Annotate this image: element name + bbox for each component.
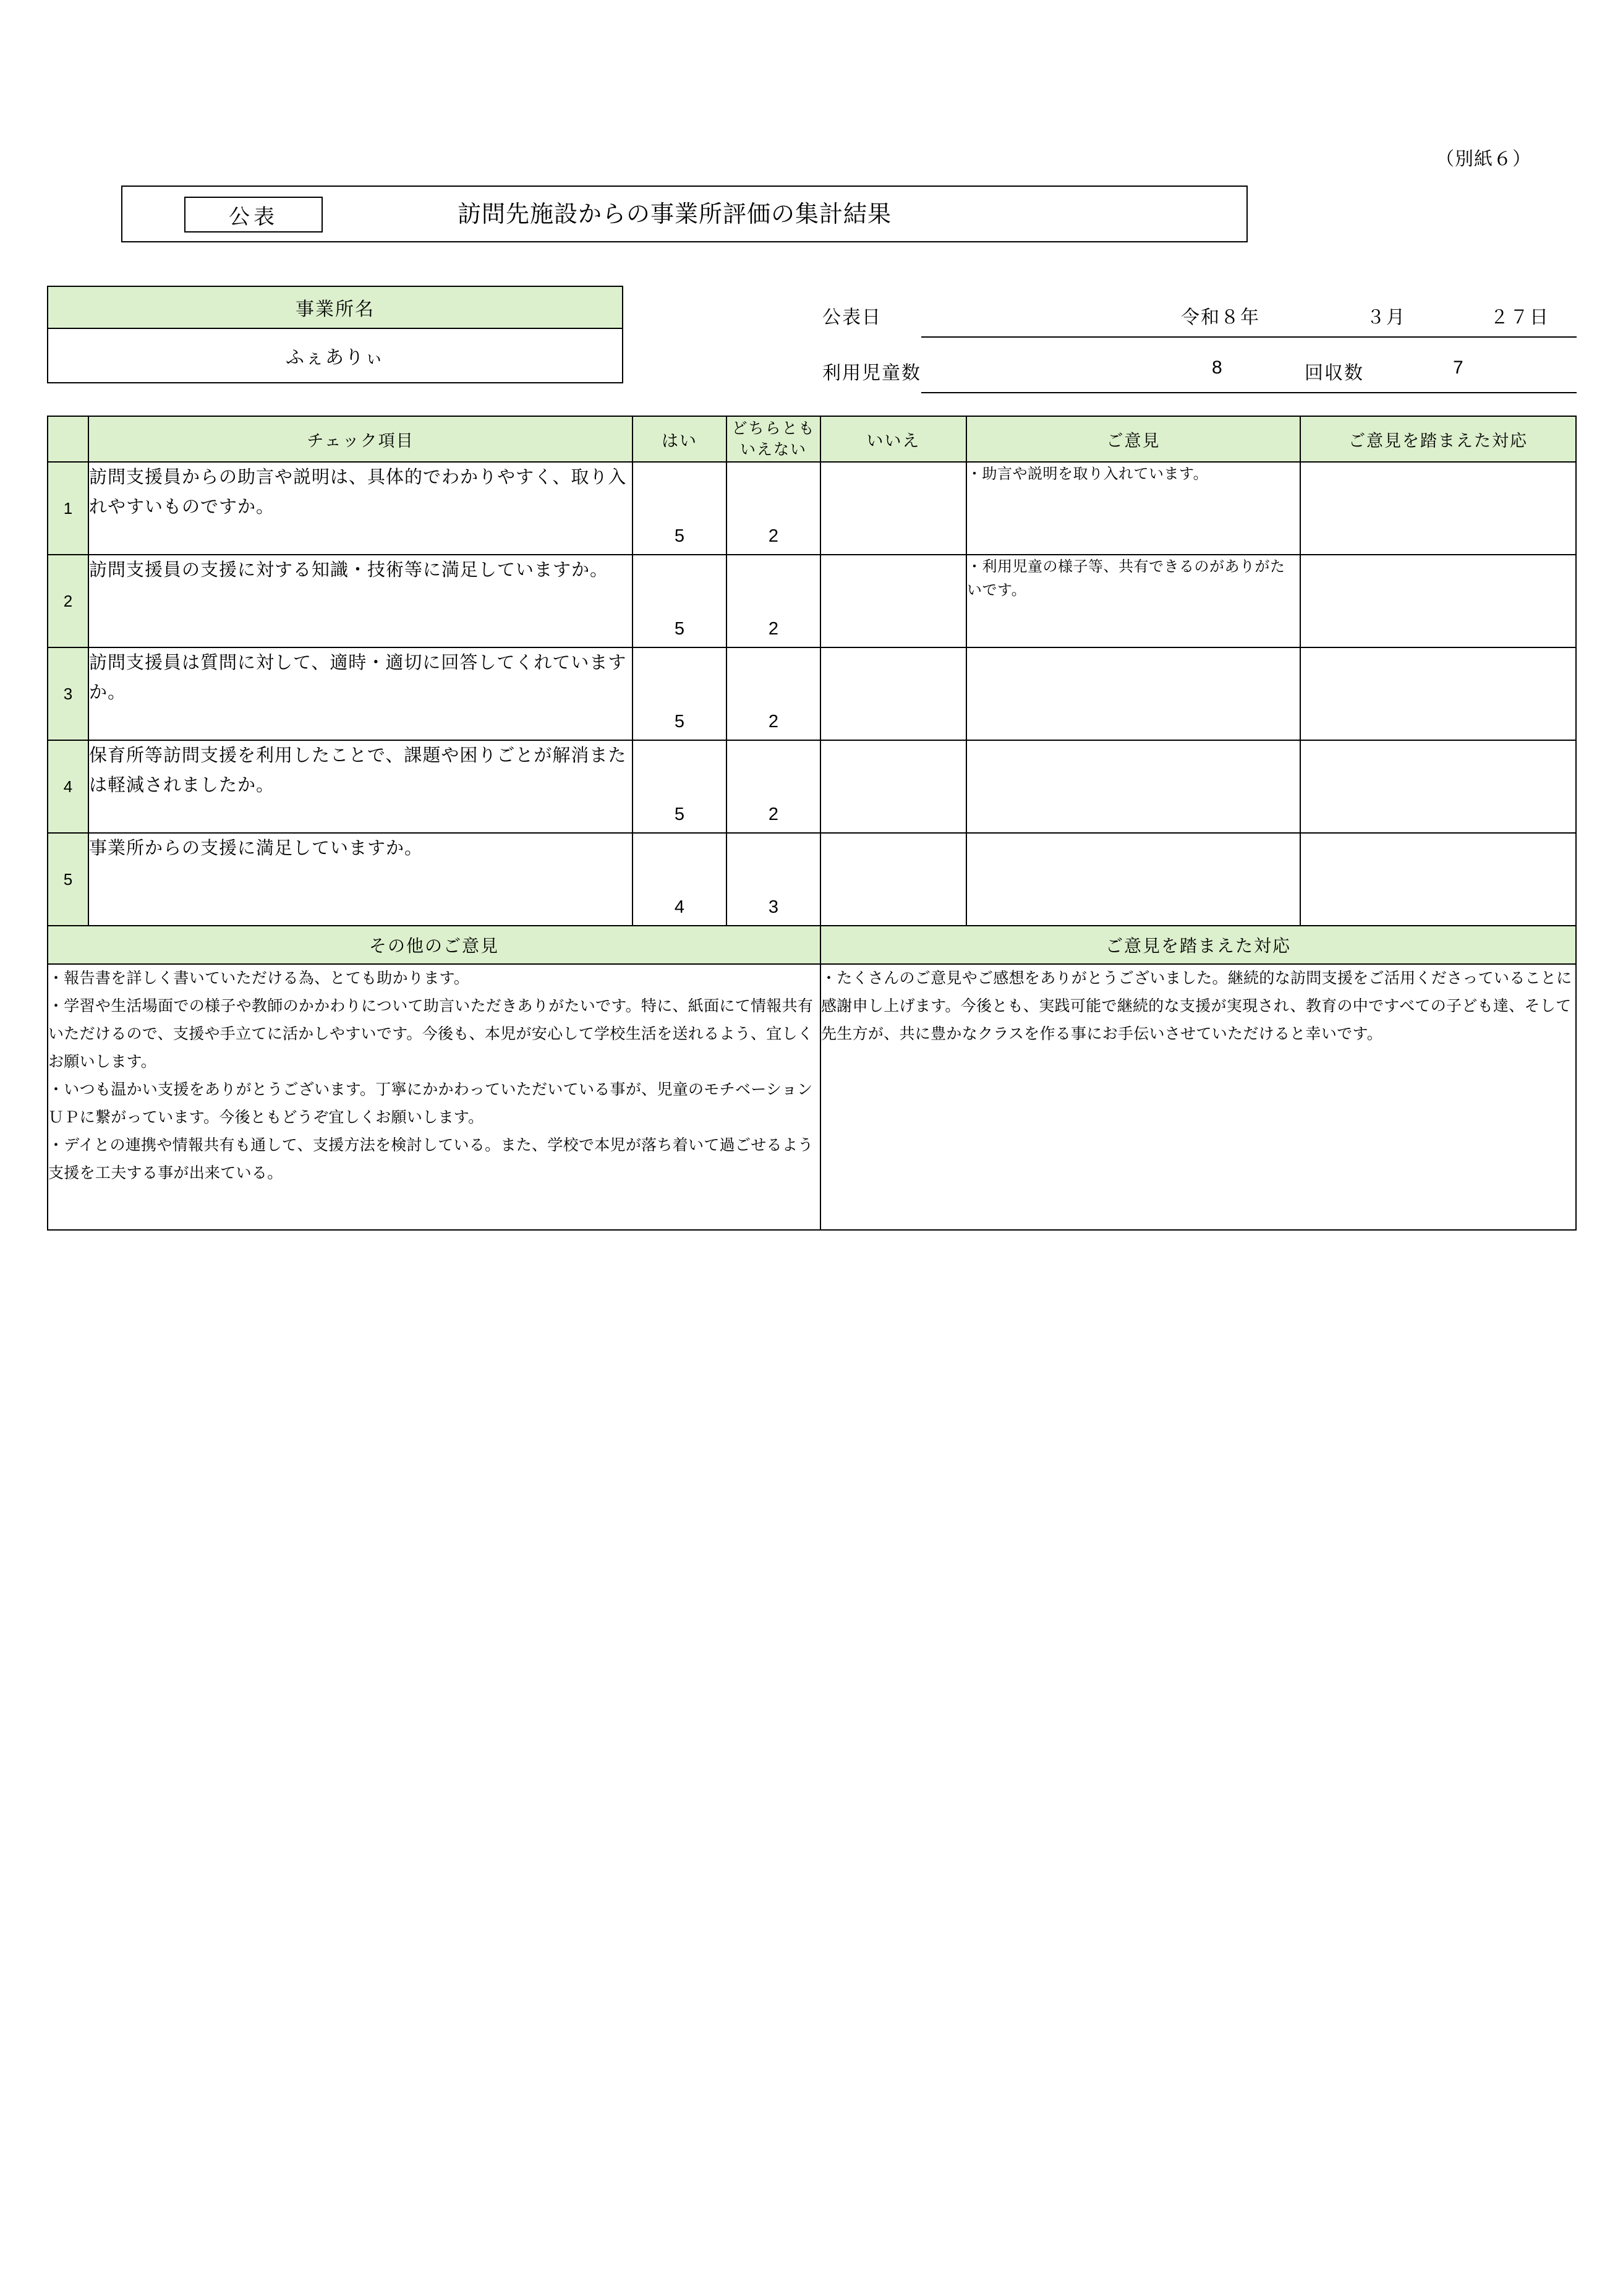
- col-either-line2: いえない: [739, 441, 807, 458]
- table-row: [48, 555, 1576, 647]
- table-row: [48, 462, 1576, 555]
- row-response: [1300, 462, 1576, 555]
- table-row: [48, 740, 1576, 833]
- col-no-answer: いいえ: [820, 416, 966, 462]
- row-opinion: [966, 740, 1300, 833]
- table-header-row: [48, 416, 1576, 462]
- row-opinion: [966, 833, 1300, 926]
- publish-date-underline: [921, 336, 1577, 338]
- response-body: [820, 964, 1576, 1230]
- col-yes: はい: [633, 416, 726, 462]
- free-section-body-row: [48, 964, 1576, 1230]
- opinion-text: ・報告書を詳しく書いていただける為、とても助かります。: [48, 970, 470, 987]
- other-opinions-header: その他のご意見: [48, 926, 820, 964]
- users-count-label: 利用児童数: [822, 363, 921, 383]
- row-yes-count: 5: [633, 555, 726, 647]
- row-number: 3: [48, 647, 88, 740]
- row-either-count: 2: [726, 647, 820, 740]
- row-either-count: 3: [726, 833, 820, 926]
- row-either-count: 2: [726, 462, 820, 555]
- table-row: [48, 647, 1576, 740]
- row-number: 2: [48, 555, 88, 647]
- row-response: [1300, 647, 1576, 740]
- opinion-text: ・学習や生活場面での様子や教師のかかわりについて助言いただきありがたいです。特に、紙面にて情報共有いただけるので、支援や手立てに活かしやすいです。今後も、本児が安心して学校生活を送れるよう、宜しくお願いします。: [48, 997, 814, 1070]
- counts-underline: [921, 392, 1577, 393]
- meta-block: [822, 291, 1577, 402]
- sheet-reference: （別紙６）: [1436, 149, 1531, 169]
- table-row: [48, 833, 1576, 926]
- row-number: 1: [48, 462, 88, 555]
- row-no-count: [820, 833, 966, 926]
- collected-count-label: 回収数: [1305, 363, 1364, 383]
- evaluation-table: [47, 416, 1577, 1231]
- row-opinion: ・助言や説明を取り入れています。: [966, 462, 1300, 555]
- row-question: 訪問支援員の支援に対する知識・技術等に満足していますか。: [88, 555, 633, 647]
- row-no-count: [820, 740, 966, 833]
- row-yes-count: 4: [633, 833, 726, 926]
- response-text: ・たくさんのご意見やご感想をありがとうございました。継続的な訪問支援をご活用くださっていることに感謝申し上げます。今後とも、実践可能で継続的な支援が実現され、教育の中ですべての子ども達、そして先生方が、共に豊かなクラスを作る事にお手伝いさせていただけると幸いです。: [821, 970, 1572, 1043]
- row-response: [1300, 833, 1576, 926]
- col-check-item: チェック項目: [88, 416, 633, 462]
- office-name-header: 事業所名: [47, 286, 623, 329]
- row-no-count: [820, 555, 966, 647]
- office-name-value: ふぇありぃ: [47, 329, 623, 383]
- row-response: [1300, 555, 1576, 647]
- row-either-count: 2: [726, 740, 820, 833]
- col-either-line1: どちらとも: [731, 420, 816, 437]
- row-yes-count: 5: [633, 740, 726, 833]
- row-number: 4: [48, 740, 88, 833]
- publish-date-label: 公表日: [822, 307, 882, 328]
- row-yes-count: 5: [633, 647, 726, 740]
- page-title: 訪問先施設からの事業所評価の集計結果: [458, 202, 892, 228]
- opinion-text: ・デイとの連携や情報共有も通して、支援方法を検討している。また、学校で本児が落ち着いて過ごせるよう支援を工夫する事が出来ている。: [48, 1137, 814, 1182]
- row-question: 保育所等訪問支援を利用したことで、課題や困りごとが解消または軽減されましたか。: [88, 740, 633, 833]
- row-question: 事業所からの支援に満足していますか。: [88, 833, 633, 926]
- row-no-count: [820, 462, 966, 555]
- publication-tag: 公表: [184, 197, 323, 233]
- row-either-count: 2: [726, 555, 820, 647]
- row-question: 訪問支援員は質問に対して、適時・適切に回答してくれていますか。: [88, 647, 633, 740]
- publish-era-year: 令和８年: [1181, 307, 1260, 328]
- response-header: ご意見を踏まえた対応: [820, 926, 1576, 964]
- collected-count-value: 7: [1453, 357, 1465, 378]
- row-opinion: ・利用児童の様子等、共有できるのがありがたいです。: [966, 555, 1300, 647]
- col-either: [726, 416, 820, 462]
- opinion-text: ・いつも温かい支援をありがとうございます。丁寧にかかわっていただいている事が、児童のモチベーションＵＰに繋がっています。今後ともどうぞ宜しくお願いします。: [48, 1081, 813, 1126]
- other-opinions-body: [48, 964, 820, 1230]
- col-no: [48, 416, 88, 462]
- row-yes-count: 5: [633, 462, 726, 555]
- row-question: 訪問支援員からの助言や説明は、具体的でわかりやすく、取り入れやすいものですか。: [88, 462, 633, 555]
- row-response: [1300, 740, 1576, 833]
- row-no-count: [820, 647, 966, 740]
- row-number: 5: [48, 833, 88, 926]
- publish-month: ３月: [1366, 307, 1406, 328]
- publish-day: ２７日: [1490, 307, 1549, 328]
- row-opinion: [966, 647, 1300, 740]
- publish-date-row: [822, 291, 1577, 346]
- col-opinion: ご意見: [966, 416, 1300, 462]
- free-section-header-row: [48, 926, 1576, 964]
- users-count-value: 8: [1212, 357, 1224, 378]
- col-response: ご意見を踏まえた対応: [1300, 416, 1576, 462]
- counts-row: [822, 346, 1577, 402]
